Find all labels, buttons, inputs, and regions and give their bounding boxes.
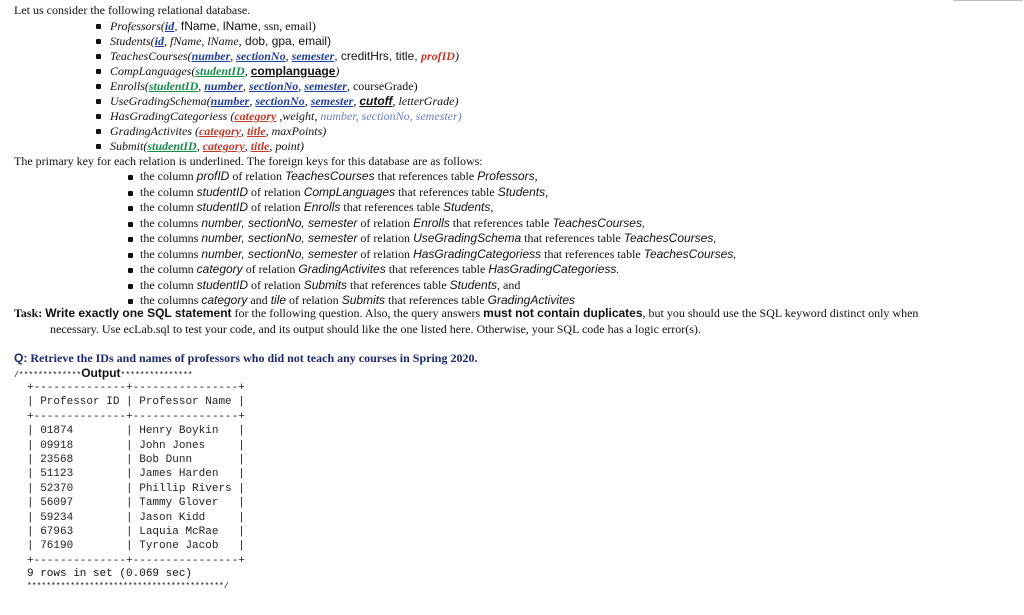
bullet-icon [128,299,133,304]
relation-text: cutoff [359,94,393,108]
relation-Students [94,34,462,49]
cell-professor-name: Tammy Glover [139,497,219,510]
fk-text: of relation [248,184,304,199]
table-row: | 09918 | John Jones | [27,439,245,452]
bullet-icon [96,24,101,29]
table-row: | 51123 | James Harden | [27,468,245,481]
fk-text: that references table [449,215,553,230]
bullet-icon [96,144,101,149]
relation-text: , [249,94,256,108]
primary-key-attr: category [234,109,277,123]
fk-text: the columns [140,231,202,245]
relation-text: Submit( [110,139,148,153]
relation-text: GradingActivites ( [110,124,199,138]
fk-text: , [490,200,494,214]
fk-text: the columns [140,293,202,307]
output-stars-right: *************** [120,371,193,380]
relation-text: , [230,49,237,63]
cell-professor-name: Tyrone Jacob [139,540,219,553]
relation-TeachesCourses [94,49,462,64]
relation-Professors [94,19,462,34]
bullet-icon [128,268,133,273]
relation-text: , point) [269,139,305,153]
relation-text: number, sectionNo, semester) [320,109,462,123]
bullet-icon [96,84,101,89]
table-row: | 01874 | Henry Boykin | [27,425,245,438]
foreign-key-item [128,262,737,278]
relation-text: , maxPoints) [265,124,327,138]
fk-identifier: studentID [196,184,249,199]
relation-text: , [304,94,311,108]
relation-text: , letterGrade) [392,94,459,108]
header-professor-id: Professor ID [40,396,120,409]
relation-text: , [240,124,247,138]
relation-text: TeachesCourses( [110,49,192,63]
fk-identifier: number, sectionNo, semester [201,246,358,261]
primary-key-attr: id [164,19,175,33]
fk-text: of relation [248,277,304,292]
cell-professor-name: John Jones [139,439,206,452]
fk-text: that references table [385,293,488,307]
relation-text: Enrolls( [110,79,149,93]
top-edge-line [953,0,1023,1]
fk-identifier: Students [497,184,546,199]
table-header-row: | Professor ID | Professor Name | [27,396,245,409]
fk-text: the column [140,184,197,199]
foreign-key-item [128,231,737,247]
fk-text: , [545,184,549,199]
table-row: | 23568 | Bob Dunn | [27,453,245,466]
task-text-2: , but you should use the SQL keyword distinct only when [642,306,919,320]
bullet-icon [128,253,133,258]
fk-identifier: category [196,262,243,276]
relation-text: ) [335,64,340,78]
fk-text: , [534,169,538,183]
fk-identifier: Students [449,277,498,292]
bullet-icon [96,99,101,104]
fk-identifier: Students [442,200,491,214]
fk-identifier: Enrolls [303,200,341,214]
question-label: Q: [14,351,28,365]
relation-text: , fName, lName, [164,34,242,48]
cell-professor-name: Laquia McRae [139,525,219,538]
relation-UseGradingSchema [94,94,462,109]
relation-text: Professors( [110,19,165,33]
fk-text: the columns [140,246,202,261]
relation-text: complanguage [250,64,336,78]
fk-identifier: Professors [477,169,535,183]
question-text: Retrieve the IDs and names of professors who did not teach any courses in Spring 2020. [30,351,478,365]
fk-identifier: GradingActivites [487,293,576,307]
cell-professor-id: 09918 [40,439,74,452]
foreign-key-item [128,247,737,263]
fk-identifier: category [201,293,248,307]
fk-identifier: tile [270,293,287,307]
primary-key-attr: studentID [148,79,199,93]
relation-text: , [244,64,251,78]
fk-identifier: GradingActivites [298,262,386,276]
question [14,351,477,366]
primary-key-attr: semester [310,94,354,108]
cell-professor-id: 52370 [40,482,74,495]
bullet-icon [128,175,133,180]
primary-key-attr: title [250,139,270,153]
task-text-3: necessary. Use ecLab.sql to test your code, and its output should like the one listed here. Otherwise, your SQL code has a logic error(s). [50,322,701,336]
relation-text: , creditHrs, title, [334,49,421,63]
bullet-icon [128,191,133,196]
fk-text: of relation [248,200,304,214]
primary-key-attr: sectionNo [236,49,286,63]
relation-text: , [244,139,251,153]
table-border: +--------------+----------------+ [27,554,245,567]
foreign-key-item [128,278,737,294]
fk-identifier: TeachesCourses, [623,231,717,245]
cell-professor-name: Phillip Rivers [139,482,232,495]
fk-identifier: studentID [196,200,249,214]
primary-key-attr: sectionNo [255,94,305,108]
bullet-icon [96,39,101,44]
cell-professor-name: Bob Dunn [139,453,193,466]
relation-text: , courseGrade) [346,79,418,93]
relation-text: , [285,49,292,63]
fk-text: that references table [347,277,450,292]
cell-professor-name: James Harden [139,468,219,481]
fk-identifier: profID [196,169,230,183]
task-label: Task: [14,306,43,320]
fk-identifier: Enrolls [413,215,450,230]
cell-professor-id: 67963 [40,525,74,538]
relation-text: ssn, email) [260,19,316,33]
relation-text: profID [420,49,455,63]
relation-GradingActivites [94,124,462,139]
primary-key-attr: sectionNo [248,79,299,93]
bullet-icon [128,284,133,289]
primary-key-attr: semester [291,49,335,63]
table-row: | 76190 | Tyrone Jacob | [27,540,245,553]
primary-key-attr: number [204,79,243,93]
foreign-keys-list [128,169,737,309]
relations-list [94,19,462,154]
fk-identifier: TeachesCourses, [552,215,646,230]
fk-identifier: HasGradingCategoriess. [488,262,620,276]
bullet-icon [96,129,101,134]
relation-text: , fName, lName, [174,19,261,33]
table-row: | 59234 | Jason Kidd | [27,511,245,524]
primary-key-attr: category [202,139,245,153]
fk-identifier: CompLanguages [303,184,396,199]
relation-text: UseGradingSchema( [110,94,211,108]
fk-text: of relation [242,262,299,276]
relation-text: , [353,94,360,108]
relation-text: , [242,79,249,93]
cell-professor-name: Henry Boykin [139,425,219,438]
fk-identifier: TeachesCourses, [643,246,737,261]
table-border: +--------------+----------------+ [27,382,245,394]
fk-identifier: UseGradingSchema [413,231,522,245]
fk-identifier: number, sectionNo, semester [201,231,358,245]
primary-key-attr: number [191,49,231,63]
fk-text: the columns [140,215,202,230]
fk-text: that references table [395,184,498,199]
task-text-1: for the following question. Also, the query answers [231,306,484,320]
fk-identifier: number, sectionNo, semester [201,215,358,230]
primary-key-attr: category [198,124,241,138]
primary-key-attr: semester [304,79,347,93]
table-border: +--------------+----------------+ [27,410,245,423]
foreign-key-item [128,185,737,201]
cell-professor-id: 76190 [40,540,74,553]
bullet-icon [128,237,133,242]
foreign-key-item [128,169,737,185]
result-table [27,381,245,568]
fk-identifier: Submits [341,293,386,307]
intro-text: Let us consider the following relational database. [14,3,251,17]
header-professor-name: Professor Name [139,396,232,409]
fk-text: , and [497,277,521,292]
table-row: | 67963 | Laquia McRae | [27,525,245,538]
fk-text: of relation [357,215,414,230]
fk-text: that references table [340,200,443,214]
fk-text: that references table [521,231,624,245]
fk-text: of relation [286,293,342,307]
fk-text: of relation [357,246,414,261]
relation-text: , [196,139,203,153]
relation-HasGradingCategoriess [94,109,462,124]
task-bold-1: Write exactly one SQL statement [45,306,232,320]
fk-identifier: Submits [303,277,348,292]
fk-text: the column [140,262,197,276]
relation-text: dob, gpa, email) [241,34,332,48]
primary-key-attr: number [210,94,250,108]
cell-professor-name: Jason Kidd [139,511,206,524]
fk-text: of relation [229,169,285,183]
task-paragraph [14,305,1014,337]
rows-footer: 9 rows in set (0.069 sec) [27,568,193,580]
primary-key-attr: studentID [147,139,197,153]
fk-identifier: studentID [196,277,249,292]
cell-professor-id: 56097 [40,497,74,510]
table-row: | 52370 | Phillip Rivers | [27,482,245,495]
table-row: | 56097 | Tammy Glover | [27,497,245,510]
fk-text: the column [140,200,197,214]
relation-text: , [198,79,205,93]
relation-text: HasGradingCategoriess ( [110,109,235,123]
relation-Enrolls [94,79,462,94]
cell-professor-id: 59234 [40,511,74,524]
cell-professor-id: 23568 [40,453,74,466]
primary-key-attr: studentID [195,64,245,78]
cell-professor-id: 01874 [40,425,74,438]
foreign-key-item [128,216,737,232]
output-header [14,366,193,381]
relation-text: ) [454,49,459,63]
foreign-key-item [128,200,737,216]
primary-key-attr: id [154,34,165,48]
bullet-icon [96,54,101,59]
output-label: Output [81,366,121,380]
task-bold-2: must not contain duplicates [483,306,643,320]
bullet-icon [128,222,133,227]
fk-text: the column [140,277,197,292]
relation-Submit [94,139,462,154]
closing-stars: *****************************************/ [27,582,229,591]
fk-text: that references table [541,246,644,261]
fk-identifier: TeachesCourses [285,169,375,183]
fk-text: of relation [357,231,414,245]
bullet-icon [96,69,101,74]
fk-text: that references table [385,262,489,276]
primary-key-note: The primary key for each relation is underlined. The foreign keys for this database are as follows: [14,154,483,168]
relation-text: CompLanguages( [110,64,196,78]
bullet-icon [128,206,133,211]
cell-professor-id: 51123 [40,468,74,481]
fk-text: and [247,293,271,307]
fk-text: that references table [374,169,478,183]
relation-CompLanguages [94,64,462,79]
output-stars-left: /************* [14,371,82,380]
bullet-icon [96,114,101,119]
relation-text: , [298,79,305,93]
relation-text: Students( [110,34,155,48]
relation-text: ,weight, [276,109,321,123]
fk-identifier: HasGradingCategoriess [413,246,542,261]
fk-text: the column [140,169,197,183]
primary-key-attr: title [246,124,266,138]
